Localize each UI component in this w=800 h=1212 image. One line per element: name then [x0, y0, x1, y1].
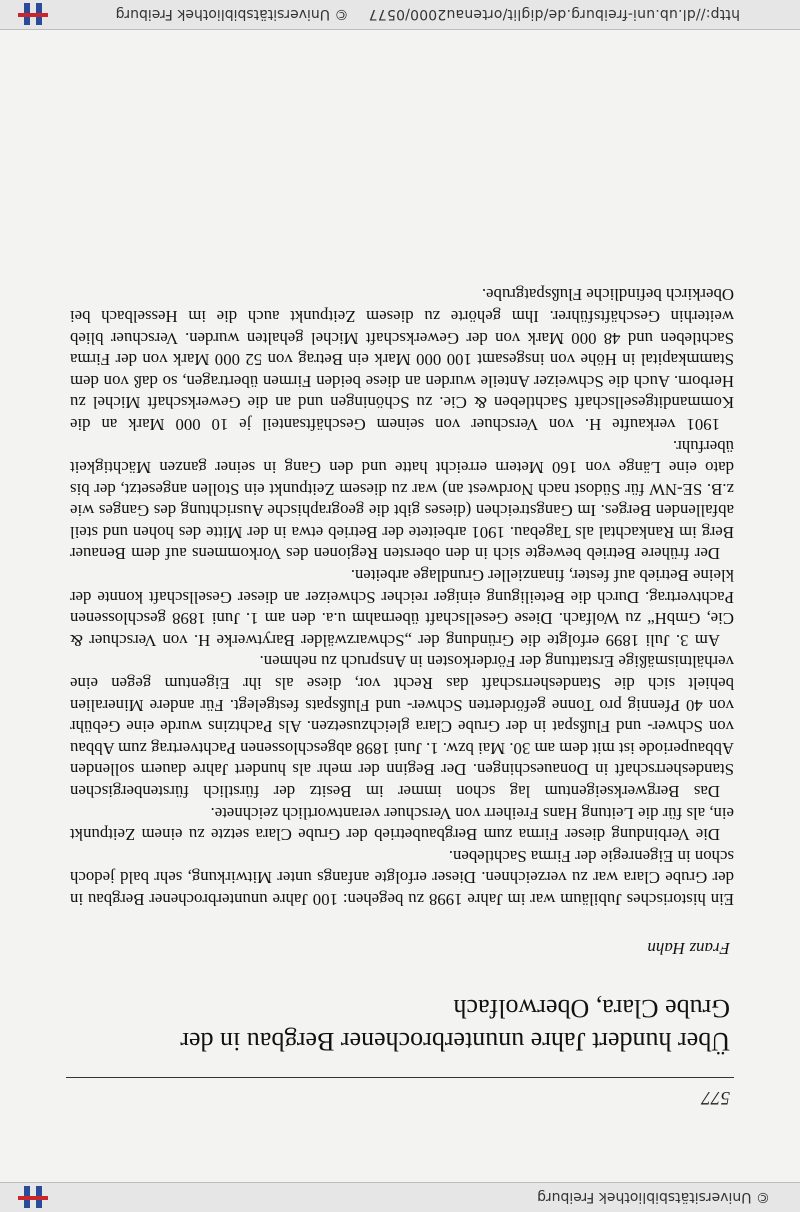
header-rule: [66, 1077, 734, 1078]
copyright-text: © Universitätsbibliothek Freiburg: [115, 6, 349, 23]
title-line-2: Grube Clara, Oberwolfach: [453, 994, 730, 1023]
article-body: [70, 284, 734, 910]
copyright-text: © Universitätsbibliothek Freiburg: [537, 1189, 770, 1206]
page-number: 577: [701, 1087, 730, 1108]
title-line-1: Über hundert Jahre ununterbrochener Bergbau in der: [180, 1027, 730, 1056]
paragraph: Die Verbindung dieser Firma zum Bergbaubetrieb der Grube Clara setzte zu einem Zeitpunkt ein, als für die Leitung Hans Freiherr von Verschuer verantwortlich zeichnete.: [70, 803, 734, 845]
book-page: [66, 40, 734, 1170]
viewer-footer-band: [0, 1182, 800, 1212]
viewer-header-band: [0, 0, 800, 30]
article-title: [130, 992, 730, 1058]
paragraph: 1901 verkaufte H. von Verschuer von seinem Geschäftsanteil je 10 000 Mark an die Kommanditgesellschaft Sachtleben & Cie. zu Schöningen und an die Gewerkschaft Michel zu Herborn. Auch die Schweizer Anteile wurden an diese beiden Firmen übertragen, so daß von dem Stammkapital in Höhe von insgesamt 100 000 Mark ein Betrag von 52 000 Mark von der Firma Sachtleben und 48 000 Mark von der Gewerkschaft Michel gehalten wurden. Verschuer blieb weiterhin Geschäftsführer. Ihm gehörte zu diesem Zeitpunkt auch die im Hesselbach bei Oberkirch befindliche Flußspatgrube.: [70, 285, 734, 434]
paragraph: Das Bergwerkseigentum lag schon immer im Besitz der fürstlich fürstenbergischen Standesherrschaft in Donaueschingen. Der Beginn der mehr als hundert Jahre dauern sollenden Abbauperiode ist mit dem am 30. Mai bzw. 1. Juni 1898 abgeschlossenen Pachtvertrag zum Abbau von Schwer- und Flußspat in der Grube Clara gleichzusetzen. Als Pachtzins wurde eine Gebühr von 40 Pfennig pro Tonne geförderten Schwer- und Flußspats festgelegt. Für andere Mineralien behielt sich die Standesherrschaft das Recht vor, diese als ihr Eigentum gegen eine verhältnismäßige Erstattung der Förderkosten in Anspruch zu nehmen.: [70, 652, 734, 802]
ub-freiburg-logo-icon: [6, 1182, 52, 1212]
paragraph: Am 3. Juli 1899 erfolgte die Gründung der „Schwarzwälder Barytwerke H. von Verschuer & Cie, GmbH“ zu Wolfach. Diese Gesellschaft übernahm u.a. den am 1. Juni 1898 geschlossenen Pachtvertrag. Durch die Beteiligung einiger reicher Schweizer an dieser Gesellschaft konnte der kleine Betrieb auf fester, finanzieller Grundlage arbeiten.: [70, 566, 734, 650]
paragraph: Ein historisches Jubiläum war im Jahre 1998 zu begehen: 100 Jahre ununterbrochener Bergbau in der Grube Clara war zu verzeichnen. Dieser erfolgte anfangs unter Mitwirkung, sehr bald jedoch schon in Eigenregie der Firma Sachtleben.: [70, 846, 734, 909]
page-url-link[interactable]: http://dl.ub.uni-freiburg.de/diglit/ortenau2000/0577: [368, 6, 740, 23]
paragraph: Der frühere Betrieb bewegte sich in den obersten Regionen des Vorkommens auf dem Benauer Berg im Rankachtal als Tagebau. 1901 arbeitete der Betrieb etwa in der Mitte des hohen und steil abfallenden Berges. Im Gangstreichen (dieses gibt die geographische Ausrichtung des Ganges wie z.B. SE-NW für Südost nach Nordwest an) war zu diesem Zeitpunkt ein Stollen angesetzt, der bis dato eine Länge von 160 Metern erreicht hatte und den Gang in seiner ganzen Mächtigkeit überfuhr.: [70, 436, 734, 564]
ub-freiburg-logo-icon: [6, 0, 52, 29]
article-author: Franz Hahn: [647, 939, 730, 958]
